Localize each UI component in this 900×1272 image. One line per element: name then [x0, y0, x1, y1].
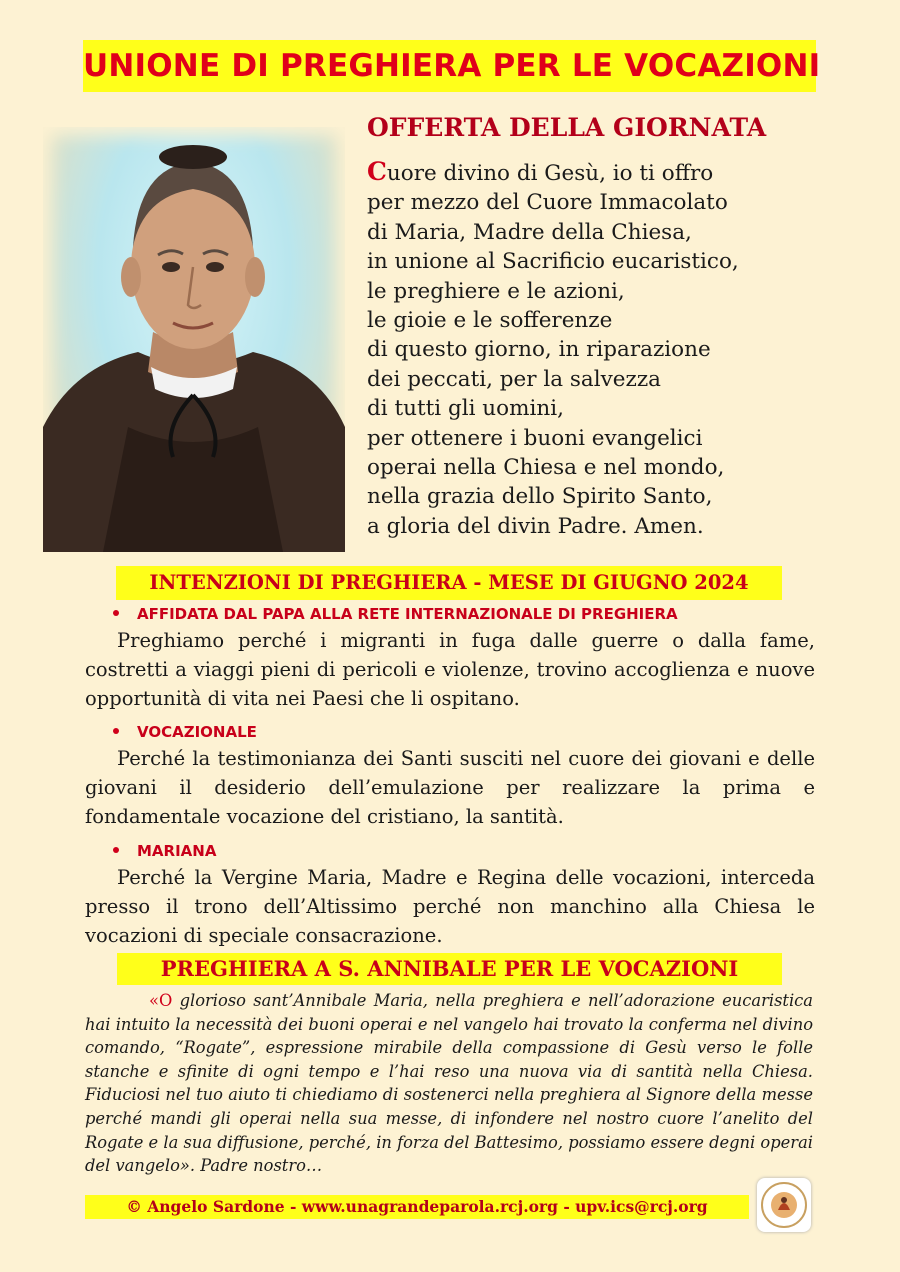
prayer-body: glorioso sant’Annibale Maria, nella preghiera e nell’adorazione eucaristica hai intuito la necessità dei buoni operai e nel vangelo hai trovato la conferma nel divino comando, “Rogate”, espressione mirabile della compassione di Gesù verso le folle stanche e sfinite di ogni tempo e l’hai reso una nuova via di santità nella Chiesa. Fiduciosi nel tuo aiuto ti chiediamo di sostenerci nella preghiera al Signore della messe perché mandi gli operai nella sua messe, di infondere nel nostro cuore l’anelito del Rogate e la sua diffusione, perché, in forza del Battesimo, possiamo essere degni operai del vangelo». Padre nostro… [85, 991, 813, 1176]
logo [757, 1178, 811, 1232]
saint-portrait [43, 127, 345, 552]
intention-text-vocazionale: Perché la testimonianza dei Santi susciti nel cuore dei giovani e delle giovani il desiderio dell’emulazione per realizzare la prima e fondamentale vocazione del cristiano, la santità. [85, 747, 815, 828]
portrait-illustration [43, 127, 345, 552]
offerta-drop-cap: C [367, 157, 387, 186]
offerta-title: OFFERTA DELLA GIORNATA [367, 113, 767, 142]
prayer-open-mark: «O [149, 991, 173, 1010]
intention-heading-papa [113, 605, 678, 623]
bullet-icon [113, 847, 119, 853]
intention-heading-label: AFFIDATA DAL PAPA ALLA RETE INTERNAZIONALE DI PREGHIERA [137, 605, 678, 623]
offerta-prayer-body: uore divino di Gesù, io ti offro per mezzo del Cuore Immacolato di Maria, Madre della Chiesa, in unione al Sacrificio eucaristico, le preghiere e le azioni, le gioie e le sofferenze di questo giorno, in riparazione dei peccati, per la salvezza di tutti gli uomini, per ottenere i buoni evangelici operai nella Chiesa e nel mondo, nella grazia dello Spirito Santo, a gloria del divin Padre. Amen. [367, 161, 739, 539]
intention-heading-label: VOCAZIONALE [137, 723, 257, 741]
bullet-icon [113, 728, 119, 734]
logo-icon [757, 1178, 811, 1232]
intention-heading-label: MARIANA [137, 842, 217, 860]
intention-text-papa: Preghiamo perché i migranti in fuga dalle guerre o dalla fame, costretti a viaggi pieni di pericoli e violenze, trovino accoglienza e nuove opportunità di vita nei Paesi che li ospitano. [85, 629, 815, 710]
intention-text-mariana: Perché la Vergine Maria, Madre e Regina delle vocazioni, interceda presso il trono dell’Altissimo perché non manchino alla Chiesa le vocazioni di speciale consacrazione. [85, 866, 815, 947]
offerta-prayer-text [367, 157, 837, 541]
prayer-text [85, 989, 813, 1178]
prayer-title: PREGHIERA A S. ANNIBALE PER LE VOCAZIONI [117, 953, 782, 985]
intention-heading-mariana [113, 842, 216, 860]
intention-heading-vocazionale [113, 723, 257, 741]
intentions-title: INTENZIONI DI PREGHIERA - MESE DI GIUGNO 2024 [116, 566, 782, 600]
bullet-icon [113, 610, 119, 616]
page-title: UNIONE DI PREGHIERA PER LE VOCAZIONI [83, 40, 816, 92]
footer-credits: © Angelo Sardone - www.unagrandeparola.rcj.org - upv.ics@rcj.org [85, 1195, 749, 1219]
